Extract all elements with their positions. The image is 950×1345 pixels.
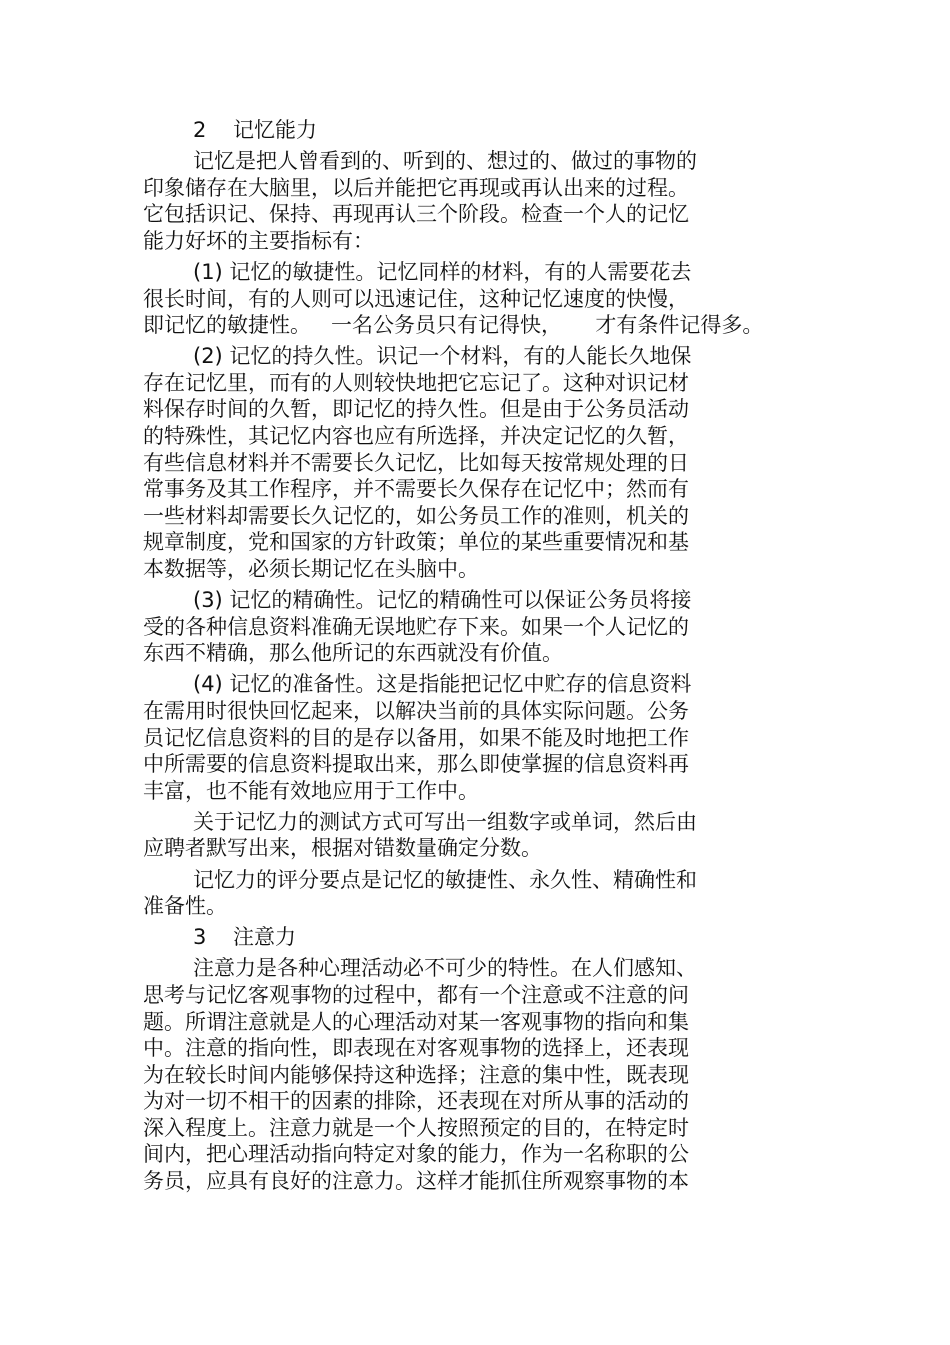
paragraph-item-1 — [143, 259, 764, 339]
text-line: 能力好坏的主要指标有： — [143, 228, 374, 253]
text-line: 务员，应具有良好的注意力。这样才能抓住所观察事物的本 — [143, 1169, 689, 1194]
text-line: 规章制度，党和国家的方针政策；单位的某些重要情况和基 — [143, 530, 689, 555]
text-line: (4) 记忆的准备性。这是指能把记忆中贮存的信息资料 — [193, 672, 692, 697]
text-line: 东西不精确，那么他所记的东西就没有价值。 — [143, 641, 563, 666]
text-line: 准备性。 — [143, 894, 227, 919]
section-heading-attention — [143, 924, 743, 951]
text-line: 的特殊性，其记忆内容也应有所选择，并决定记忆的久暂， — [143, 424, 689, 449]
paragraph-scoring — [143, 867, 743, 920]
text-line: 为对一切不相干的因素的排除，还表现在对所从事的活动的 — [143, 1089, 689, 1114]
text-line: 思考与记忆客观事物的过程中，都有一个注意或不注意的问 — [143, 982, 689, 1007]
section-title: 记忆能力 — [233, 118, 317, 142]
text-line: 它包括识记、保持、再现再认三个阶段。检查一个人的记忆 — [143, 202, 689, 227]
text-line: 应聘者默写出来，根据对错数量确定分数。 — [143, 836, 542, 861]
text-line: (2) 记忆的持久性。识记一个材料，有的人能长久地保 — [193, 344, 692, 369]
section-heading-memory — [143, 117, 743, 144]
section-title: 注意力 — [233, 925, 296, 950]
text-line: 存在记忆里，而有的人则较快地把它忘记了。这种对识记材 — [143, 370, 689, 395]
text-line: (3) 记忆的精确性。记忆的精确性可以保证公务员将接 — [193, 588, 692, 613]
text-line: 即记忆的敏捷性。 一名公务员只有记得快， 才有条件记得多。 — [143, 313, 764, 338]
text-line: 为在较长时间内能够保持这种选择；注意的集中性，既表现 — [143, 1062, 689, 1087]
text-line: 一些材料却需要长久记忆的，如公务员工作的准则，机关的 — [143, 503, 689, 528]
paragraph-item-4 — [143, 671, 743, 804]
section-number: 3 — [193, 925, 207, 950]
text-line: 员记忆信息资料的目的是存以备用，如果不能及时地把工作 — [143, 725, 689, 750]
document-body — [143, 117, 764, 1195]
paragraph-test-method — [143, 809, 743, 862]
section-number: 2 — [193, 118, 207, 142]
text-line: 本数据等，必须长期记忆在头脑中。 — [143, 557, 479, 581]
text-line: 间内，把心理活动指向特定对象的能力，作为一名称职的公 — [143, 1142, 689, 1167]
text-line: 注意力是各种心理活动必不可少的特性。在人们感知、 — [193, 956, 697, 981]
paragraph-item-3 — [143, 587, 743, 667]
text-line: 中所需要的信息资料提取出来，那么即使掌握的信息资料再 — [143, 752, 689, 777]
text-line: 在需用时很快回忆起来，以解决当前的具体实际问题。公务 — [143, 698, 689, 723]
text-line: 记忆力的评分要点是记忆的敏捷性、永久性、精确性和 — [193, 867, 697, 892]
text-line: 记忆是把人曾看到的、听到的、想过的、做过的事物的 — [193, 149, 697, 174]
text-line: 关于记忆力的测试方式可写出一组数字或单词，然后由 — [193, 809, 697, 834]
text-line: 中。注意的指向性，即表现在对客观事物的选择上，还表现 — [143, 1036, 689, 1061]
text-line: 有些信息材料并不需要长久记忆，比如每天按常规处理的日 — [143, 450, 689, 475]
paragraph-item-2 — [143, 343, 743, 582]
text-line: 印象储存在大脑里，以后并能把它再现或再认出来的过程。 — [143, 175, 689, 200]
text-line: 常事务及其工作程序，并不需要长久保存在记忆中；然而有 — [143, 477, 689, 502]
paragraph-memory-intro — [143, 148, 743, 254]
text-line: 题。所谓注意就是人的心理活动对某一客观事物的指向和集 — [143, 1009, 689, 1034]
paragraph-attention — [143, 955, 743, 1194]
text-line: 深入程度上。注意力就是一个人按照预定的目的，在特定时 — [143, 1115, 689, 1140]
text-line: 料保存时间的久暂，即记忆的持久性。但是由于公务员活动 — [143, 397, 689, 422]
text-line: 很长时间，有的人则可以迅速记住，这种记忆速度的快慢， — [143, 286, 689, 311]
text-line: 受的各种信息资料准确无误地贮存下来。如果一个人记忆的 — [143, 614, 689, 639]
text-line: 丰富，也不能有效地应用于工作中。 — [143, 778, 479, 803]
text-line: (1) 记忆的敏捷性。记忆同样的材料，有的人需要花去 — [193, 259, 692, 284]
